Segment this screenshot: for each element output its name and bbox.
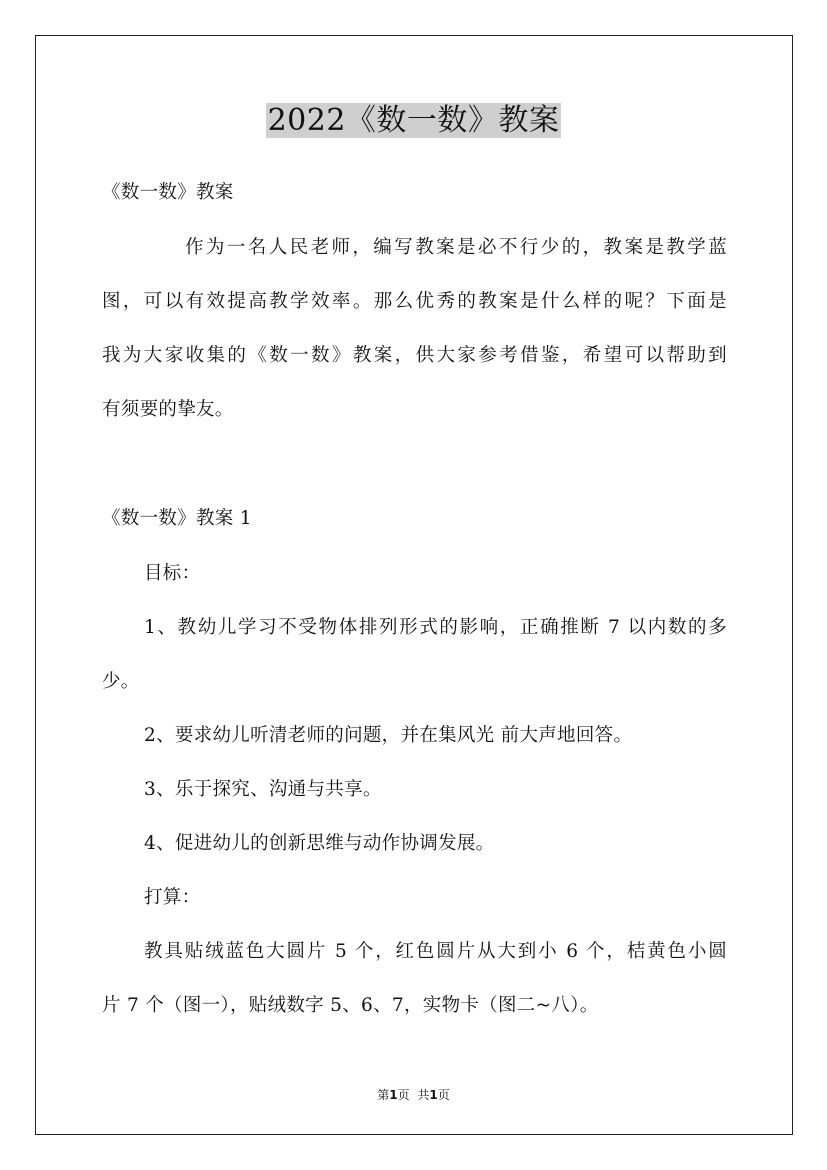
footer-page-prefix: 第 [377, 1088, 390, 1102]
goal-line-1: 1、教幼儿学习不受物体排列形式的影响，正确推断 7 以内数的多 [144, 617, 727, 638]
goal-line-1-cont: 少。 [102, 671, 140, 692]
prep-line-2: 片 7 个（图一），贴绒数字 5、6、7，实物卡（图二~八）。 [102, 995, 599, 1016]
footer-total-prefix: 共 [417, 1088, 430, 1102]
document-title [0, 100, 827, 142]
footer-total-suffix: 页 [437, 1088, 450, 1102]
goal-line-4: 4、促进幼儿的创新思维与动作协调发展。 [144, 833, 495, 854]
goal-label: 目标： [144, 563, 201, 584]
title-text: 2022《数一数》教案 [267, 103, 560, 138]
footer-page-suffix: 页 [397, 1088, 410, 1102]
prep-label: 打算： [144, 887, 201, 908]
intro-line-4: 有须要的挚友。 [102, 399, 234, 420]
intro-line-3: 我为大家收集的《数一数》教案，供大家参考借鉴，希望可以帮助到 [102, 345, 727, 366]
section-heading: 《数一数》教案 1 [102, 508, 252, 529]
intro-line-1: 作为一名人民老师，编写教案是必不行少的，教案是教学蓝 [185, 237, 727, 258]
prep-line-1: 教具贴绒蓝色大圆片 5 个，红色圆片从大到小 6 个，桔黄色小圆 [144, 941, 727, 962]
goal-line-3: 3、乐于探究、沟通与共享。 [144, 779, 382, 800]
footer-total-number: 1 [429, 1088, 438, 1102]
goal-line-2: 2、要求幼儿听清老师的问题，并在集风光 前大声地回答。 [144, 725, 633, 746]
subtitle: 《数一数》教案 [102, 182, 234, 203]
intro-line-2: 图，可以有效提高教学效率。那么优秀的教案是什么样的呢？下面是 [102, 291, 727, 312]
footer-page-number: 1 [389, 1088, 398, 1102]
page-footer [0, 1086, 827, 1103]
